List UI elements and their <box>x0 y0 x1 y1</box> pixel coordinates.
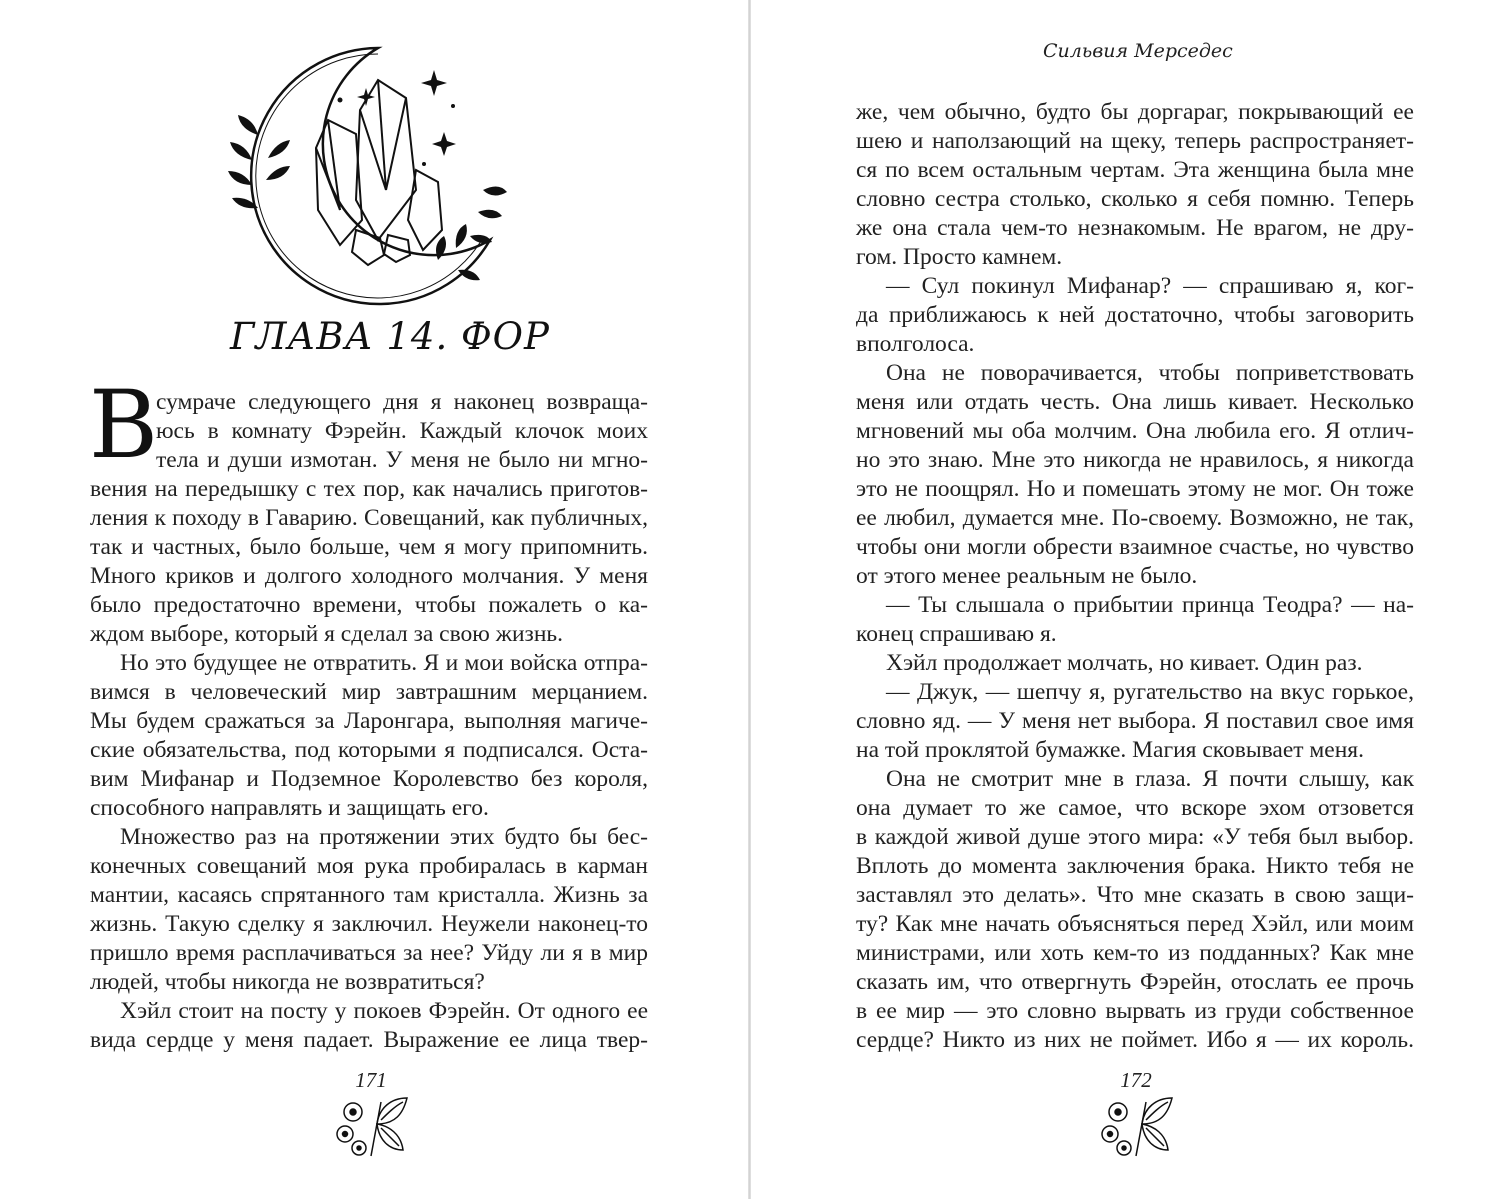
text-line: — Джук, — шепчу я, ругательство на вкус горькое, <box>886 679 1414 705</box>
text-line: — Ты слышала о прибытии принца Теодра? — на- <box>886 592 1414 618</box>
crescent-moon-crystal-icon <box>228 40 518 310</box>
text-line: способного направлять и защищать его. <box>90 795 489 821</box>
text-line: да приближаюсь к ней достаточно, чтобы заговорить <box>856 302 1414 328</box>
text-line: меня или отдать честь. Она лишь кивает. Несколько <box>856 389 1414 415</box>
running-head: Сильвия Мерседес <box>1043 40 1233 62</box>
text-line: сказать им, что отвергнуть Фэрейн, отослать ее прочь <box>856 969 1414 995</box>
text-line: ские обязательства, под которыми я подписался. Оста- <box>90 737 648 763</box>
text-line: вимся в человеческий мир завтрашним мерцанием. <box>90 679 648 705</box>
text-line: заставлял это делать». Что мне сказать в свою защи- <box>856 882 1414 908</box>
text-line: от этого менее реальным не было. <box>856 563 1198 589</box>
page-number: 172 <box>1120 1068 1152 1092</box>
text-line: министрами, или хоть кем-то из подданных? Как мне <box>856 940 1414 966</box>
text-line: чтобы они могли обрести взаимное счастье, но чувство <box>856 534 1414 560</box>
text-line: конец спрашиваю я. <box>856 621 1057 647</box>
text-line: юсь в комнату Фэрейн. Каждый клочок моих <box>156 418 648 444</box>
text-line: но это знаю. Мне это никогда не нравилось, я никогда <box>856 447 1414 473</box>
text-line: гом. Просто камнем. <box>856 244 1063 270</box>
text-line: Множество раз на протяжении этих будто бы бес- <box>120 824 648 850</box>
text-line: на той проклятой бумажке. Магия сковывает меня. <box>856 737 1364 763</box>
text-line: ту? Как мне начать объясняться перед Хэйл, или моим <box>856 911 1414 937</box>
text-line: ждом выборе, который я сделал за свою жизнь. <box>90 621 563 647</box>
text-line: словно яд. — У меня нет выбора. Я поставил свое имя <box>856 708 1414 734</box>
text-line: вида сердце у меня падает. Выражение ее лица твер- <box>90 1027 648 1053</box>
text-line: же, чем обычно, будто бы доргараг, покрывающий ее <box>856 99 1414 125</box>
drop-cap: В <box>89 371 159 480</box>
text-line: Она не поворачивается, чтобы поприветствовать <box>886 360 1414 386</box>
text-line: тела и души измотан. У меня не было ни мгно- <box>156 447 648 473</box>
text-line: людей, чтобы никогда не возвратиться? <box>90 969 485 995</box>
text-line: Хэйл продолжает молчать, но кивает. Один раз. <box>886 650 1363 676</box>
text-line: шею и наползающий на щеку, теперь распространяет- <box>856 128 1414 154</box>
text-line: ся по всем остальным чертам. Эта женщина была мне <box>856 157 1414 183</box>
text-line: жизнь. Такую сделку я заключил. Неужели наконец-то <box>90 911 648 937</box>
text-line: она думает то же самое, что вскоре эхом отзовется <box>856 795 1414 821</box>
text-line: Мы будем сражаться за Ларонгара, выполняя магиче- <box>90 708 648 734</box>
text-line: словно сестра столько, сколько я себя помню. Теперь <box>856 186 1414 212</box>
text-line: было предостаточно времени, чтобы пожалеть о ка- <box>90 592 648 618</box>
text-line: сердце? Никто из них не поймет. Ибо я — их король. <box>856 1027 1414 1053</box>
chapter-title: ГЛАВА 14. ФОР <box>230 315 550 358</box>
text-line: вполголоса. <box>856 331 975 357</box>
text-line: в каждой живой душе этого мира: «У тебя был выбор. <box>856 824 1414 850</box>
text-line: Хэйл стоит на посту у покоев Фэрейн. От одного ее <box>120 998 648 1024</box>
text-line: Вплоть до момента заключения брака. Никто тебя не <box>856 853 1414 879</box>
text-line: так и частных, было больше, чем я могу припомнить. <box>90 534 648 560</box>
text-line: пришло время расплачиваться за нее? Уйду ли я в мир <box>90 940 648 966</box>
text-line: мгновений мы оба молчим. Она любила его. Я отлич- <box>856 418 1414 444</box>
text-line: Она не смотрит мне в глаза. Я почти слышу, как <box>886 766 1414 792</box>
butterfly-flower-icon <box>1096 1094 1176 1164</box>
text-line: в ее мир — это словно вырвать из груди собственное <box>856 998 1414 1024</box>
text-line: же она стала чем-то незнакомым. Не врагом, не дру- <box>856 215 1414 241</box>
text-line: сумраче следующего дня я наконец возвраща- <box>156 389 648 415</box>
text-line: мантии, касаясь спрятанного там кристалла. Жизнь за <box>90 882 648 908</box>
text-line: вим Мифанар и Подземное Королевство без короля, <box>90 766 648 792</box>
page-number: 171 <box>355 1068 387 1092</box>
text-line: конечных совещаний моя рука пробиралась в карман <box>90 853 648 879</box>
text-line: это не поощрял. Но и помешать этому не мог. Он тоже <box>856 476 1414 502</box>
text-line: Много криков и долгого холодного молчания. У меня <box>90 563 648 589</box>
butterfly-flower-icon <box>331 1094 411 1164</box>
left-page <box>0 0 748 1199</box>
text-line: — Сул покинул Мифанар? — спрашиваю я, ког- <box>886 273 1414 299</box>
text-line: ее любил, думается мне. По-своему. Возможно, не так, <box>856 505 1414 531</box>
text-line: Но это будущее не отвратить. Я и мои войска отпра- <box>120 650 648 676</box>
text-line: ления к походу в Гаварию. Совещаний, как публичных, <box>90 505 648 531</box>
text-line: вения на передышку с тех пор, как начались приготов- <box>90 476 648 502</box>
